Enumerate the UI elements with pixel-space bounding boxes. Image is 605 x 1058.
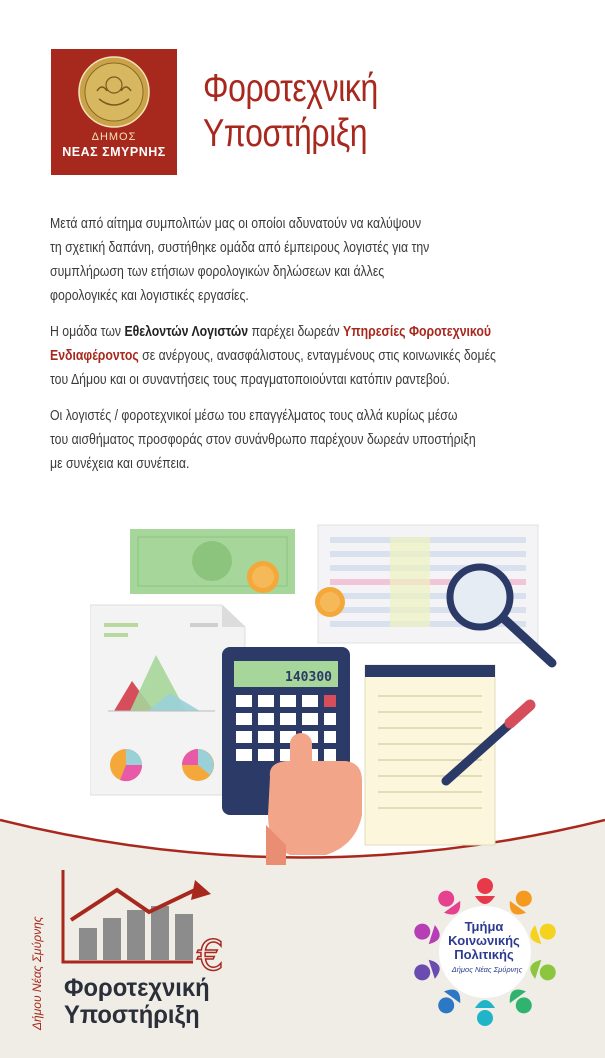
logo-line2: ΝΕΑΣ ΣΜΥΡΝΗΣ [62,145,166,159]
p1-line4: φορολογικές και λογιστικές εργασίες. [50,288,249,304]
seal-icon [77,55,151,129]
footer-title [64,975,217,1029]
accounting-illustration [90,515,570,865]
social-policy-subtitle: Δήμος Νέας Σμύρνης [451,965,523,974]
p3-line2: του αισθήματος προσφοράς στον συνάνθρωπο παρέχουν δωρεάν υποστήριξη [50,432,476,448]
services-emphasis: Υπηρεσίες Φοροτεχνικού [343,324,492,340]
title-line1: Φοροτεχνική [203,67,378,110]
p2-text: Η ομάδα των [50,324,125,340]
euro-icon: € [197,931,224,980]
dept-line1: Τμήμα [464,919,504,934]
social-policy-title [434,920,534,962]
paragraph-2 [50,320,605,392]
p2-text: σε ανέργους, ανασφάλιστους, ενταγμένους στις κοινωνικές δομές [138,348,496,364]
services-emphasis-cont: Ενδιαφέροντος [50,348,139,364]
p1-line3: συμπλήρωση των ετήσιων φορολογικών δηλώσεων και άλλες [50,264,385,280]
p2-line2 [50,344,515,368]
p1-line1: Μετά από αίτημα συμπολιτών μας οι οποίοι αδυνατούν να καλύψουν [50,216,422,232]
logo-line1: ΔΗΜΟΣ [91,131,137,143]
paragraph-3 [50,404,605,476]
paragraph-1 [50,212,605,308]
p3-line1: Οι λογιστές / φοροτεχνικοί μέσω του επαγγέλματος τους αλλά κυρίως μέσω [50,408,458,424]
body-text [50,212,605,488]
p2-text: παρέχει δωρεάν [248,324,344,340]
volunteer-accountants-emphasis: Εθελοντών Λογιστών [124,324,249,340]
page-title [203,66,583,156]
p2-line1 [50,320,515,344]
dept-line2: Κοινωνικής [448,933,520,948]
p3-line3: με συνέχεια και συνέπεια. [50,456,190,472]
dept-line3: Πολιτικής [454,947,514,962]
document-chart-icon [90,605,245,795]
footer-side-text: Δήμου Νέας Σμύρνης [30,916,44,1030]
municipality-logo [51,49,177,175]
p1-line2: τη σχετική δαπάνη, συστήθηκε ομάδα από έμπειρους λογιστές για την [50,240,430,256]
footer-title-line2: Υποστήριξη [64,1001,200,1029]
p2-line3: του Δήμου και οι συναντήσεις τους πραγματοποιούνται κατόπιν ραντεβού. [50,372,450,388]
title-line2: Υποστήριξη [203,112,368,155]
calculator-display: 140300 [285,670,332,685]
footer-title-line1: Φοροτεχνική [64,974,210,1002]
